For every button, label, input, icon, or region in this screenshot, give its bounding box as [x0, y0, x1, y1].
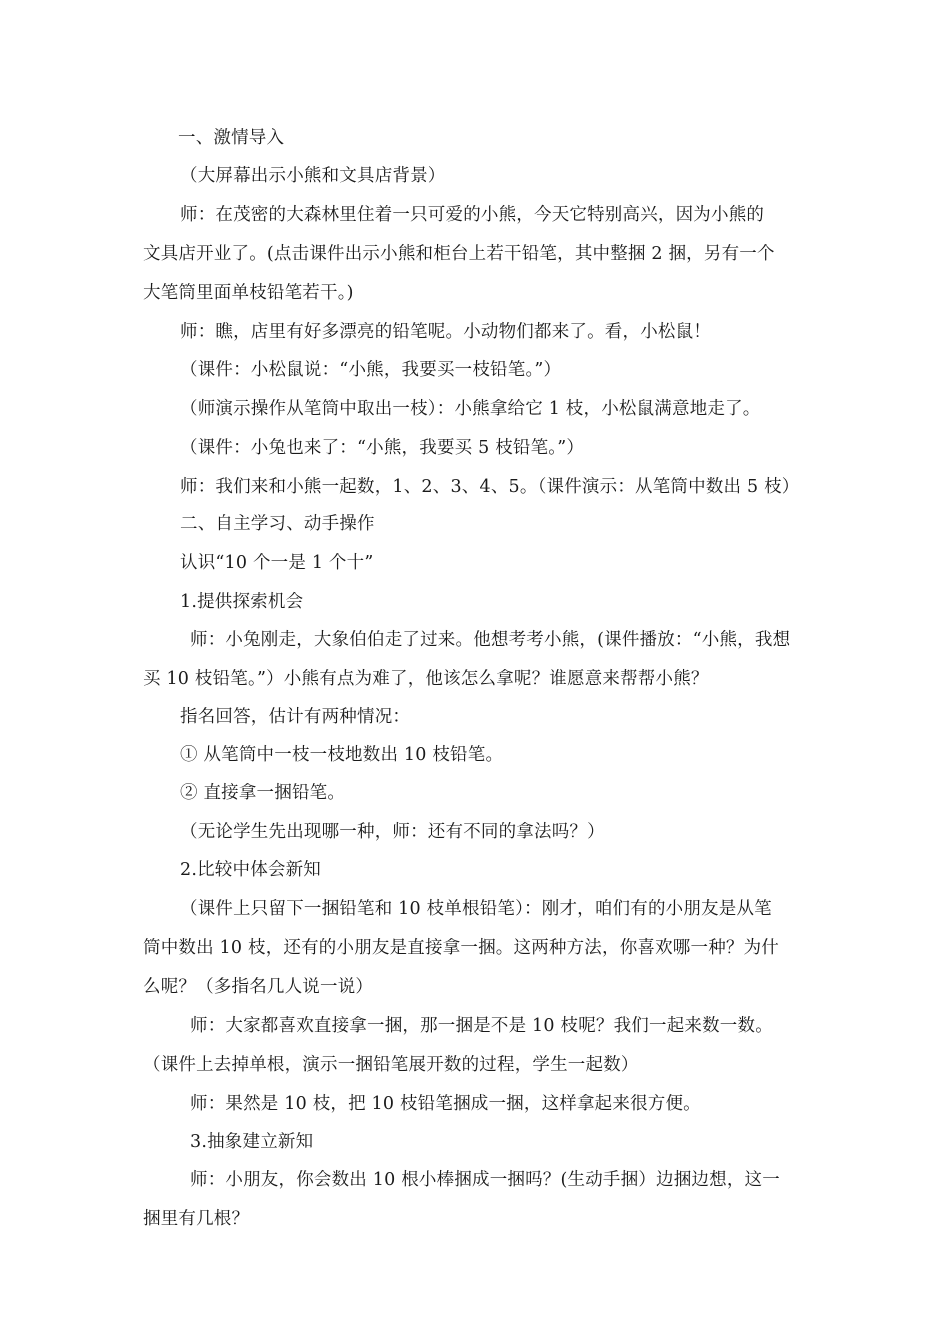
paragraph-line: 师：小朋友，你会数出 10 根小棒捆成一捆吗？(生动手捆）边捆边想，这一	[190, 1170, 780, 1190]
list-item: ② 直接拿一捆铅笔。	[180, 783, 346, 803]
subheading-2: 2.比较中体会新知	[180, 860, 321, 880]
paragraph-line: （师演示操作从笔筒中取出一枝）：小熊拿给它 1 枝，小松鼠满意地走了。	[180, 399, 761, 419]
paragraph-line: 师：大家都喜欢直接拿一捆，那一捆是不是 10 枝呢？我们一起来数一数。	[190, 1016, 773, 1036]
paragraph-line: 师：果然是 10 枝，把 10 枝铅笔捆成一捆，这样拿起来很方便。	[190, 1094, 701, 1114]
paragraph-line: （课件：小松鼠说：“小熊，我要买一枝铅笔。”）	[180, 360, 562, 380]
paragraph-line: 指名回答，估计有两种情况：	[180, 707, 411, 727]
subheading-1: 1.提供探索机会	[180, 592, 304, 612]
heading-section-1: 一、激情导入	[178, 128, 285, 148]
paragraph-line: （课件上去掉单根，演示一捆铅笔展开数的过程，学生一起数）	[143, 1055, 639, 1075]
paragraph-line: （大屏幕出示小熊和文具店背景）	[180, 166, 446, 186]
paragraph-line: （课件上只留下一捆铅笔和 10 枝单根铅笔）：刚才，咱们有的小朋友是从笔	[180, 899, 772, 919]
paragraph-line: 大笔筒里面单枝铅笔若干。)	[143, 283, 354, 303]
paragraph-line: 买 10 枝铅笔。”）小熊有点为难了，他该怎么拿呢？谁愿意来帮帮小熊？	[143, 669, 709, 689]
paragraph-line: 认识“10 个一是 1 个十”	[180, 553, 374, 573]
list-item: ① 从笔筒中一枝一枝地数出 10 枝铅笔。	[180, 745, 504, 765]
paragraph-line: 师：在茂密的大森林里住着一只可爱的小熊，今天它特别高兴，因为小熊的	[180, 205, 765, 225]
paragraph-line: 文具店开业了。(点击课件出示小熊和柜台上若干铅笔，其中整捆 2 捆，另有一个	[143, 244, 775, 264]
heading-section-2: 二、自主学习、动手操作	[180, 514, 375, 534]
subheading-3: 3.抽象建立新知	[190, 1132, 314, 1152]
paragraph-line: 筒中数出 10 枝，还有的小朋友是直接拿一捆。这两种方法，你喜欢哪一种？为什	[143, 938, 779, 958]
paragraph-line: 捆里有几根？	[143, 1209, 250, 1229]
paragraph-line: 师：小兔刚走，大象伯伯走了过来。他想考考小熊，(课件播放：“小熊，我想	[190, 630, 791, 650]
paragraph-line: 么呢？（多指名几人说一说）	[143, 977, 374, 997]
paragraph-line: 师：我们来和小熊一起数，1、2、3、4、5。（课件演示：从笔筒中数出 5 枝）	[180, 477, 800, 497]
paragraph-line: 师：瞧，店里有好多漂亮的铅笔呢。小动物们都来了。看，小松鼠！	[180, 322, 711, 342]
paragraph-line: （课件：小兔也来了：“小熊，我要买 5 枝铅笔。”）	[180, 438, 585, 458]
paragraph-line: （无论学生先出现哪一种，师：还有不同的拿法吗？）	[180, 822, 605, 842]
